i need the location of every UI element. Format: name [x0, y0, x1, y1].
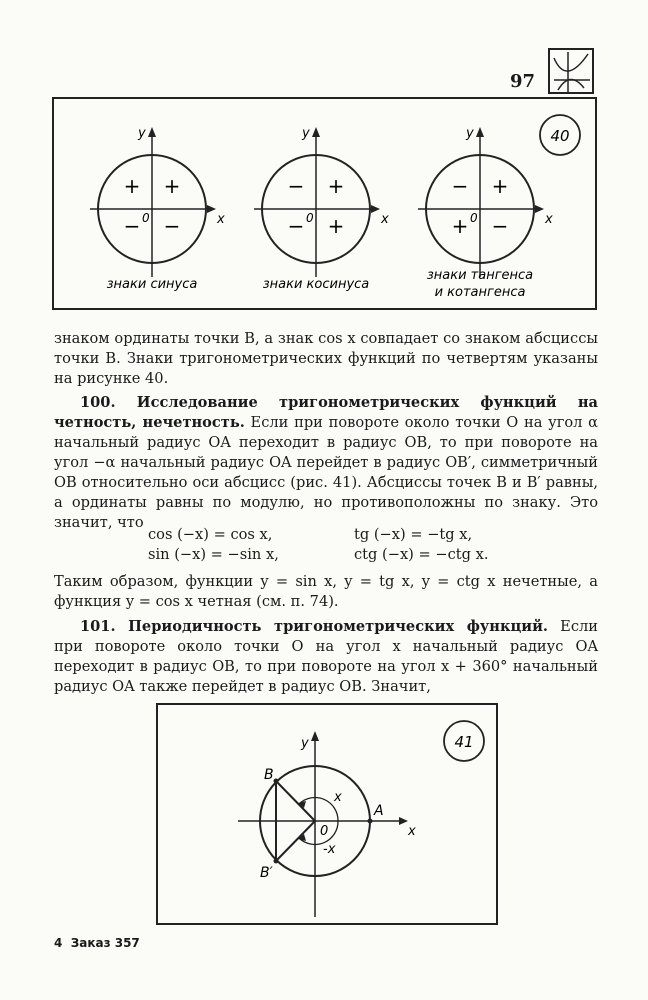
- origin-label: 0: [306, 211, 314, 225]
- quadrant-3-sign: +: [451, 214, 469, 238]
- text-paragraph-parity: [54, 572, 598, 612]
- figure-41: [156, 703, 498, 925]
- angle-negative-label: -x: [323, 842, 336, 857]
- quadrant-1-sign: +: [491, 174, 509, 198]
- figure-41-drawing: [158, 705, 496, 923]
- formulas: [148, 525, 548, 565]
- origin-label: 0: [320, 824, 329, 839]
- caption-tangent-line-1: знаки тангенса: [426, 268, 534, 283]
- figure-40-label: 40: [550, 127, 570, 145]
- quadrant-4-sign: −: [163, 214, 181, 238]
- sine-circle: [90, 126, 225, 292]
- figure-41-label: 41: [454, 733, 474, 751]
- y-axis-label: y: [301, 736, 309, 751]
- angle-positive-label: x: [334, 790, 342, 805]
- section-100-paragraph: [54, 393, 598, 533]
- quadrant-1-sign: +: [327, 174, 345, 198]
- tangent-circle: [418, 126, 553, 300]
- section-100-body: Если при повороте около точки O на угол α начальный радиус OA переходит в радиус OB, то при повороте на угол −α начальный радиус OA перейдет в радиус OB′, симметричный OB относительно оси абсцисс (рис. 41). Абсциссы точек B и B′ равны, а ординаты равны по модулю, но противоположны по знаку. Это значит, что: [54, 414, 598, 531]
- formula-tg: tg (−x) = −tg x,: [354, 526, 473, 543]
- text-paragraph-1: [54, 329, 598, 389]
- page-number: 97: [510, 71, 536, 92]
- section-100: [54, 393, 598, 533]
- formula-row-2: [148, 545, 548, 565]
- quadrant-4-sign: +: [327, 214, 345, 238]
- paragraph-parity: Таким образом, функции y = sin x, y = tg x, y = ctg x нечетные, а функция y = cos x четная (см. п. 74).: [54, 573, 598, 610]
- origin-label: 0: [470, 211, 478, 225]
- section-101-heading: 101. Периодичность тригонометрических функций.: [80, 618, 549, 635]
- point-a-label: A: [374, 803, 384, 819]
- point-b-prime-label: B′: [260, 865, 273, 881]
- quadrant-3-sign: −: [287, 214, 305, 238]
- quadrant-1-sign: +: [163, 174, 181, 198]
- caption-tangent-line-2: и котангенса: [434, 285, 526, 300]
- quadrant-3-sign: −: [123, 214, 141, 238]
- caption-sine: знаки синуса: [106, 277, 198, 292]
- section-101-body: Если при повороте около точки O на угол x начальный радиус OA переходит в радиус OB, то при повороте на угол x + 360° начальный радиус OA также перейдет в радиус OB. Значит,: [54, 618, 598, 695]
- quadrant-4-sign: −: [491, 214, 509, 238]
- quadrant-2-sign: −: [451, 174, 469, 198]
- paragraph-signs: знаком ординаты точки B, а знак cos x совпадает со знаком абсциссы точки B. Знаки тригонометрических функций по четвертям указаны на рисунке 40.: [54, 330, 598, 387]
- section-100-heading: 100. Исследование тригонометрических функций на четность, нечетность.: [54, 394, 598, 431]
- quadrant-2-sign: −: [287, 174, 305, 198]
- formula-row-1: [148, 525, 548, 545]
- point-b-label: B: [264, 767, 274, 783]
- figure-40: [52, 97, 597, 310]
- formula-ctg: ctg (−x) = −ctg x.: [354, 546, 489, 563]
- section-101: [54, 617, 598, 697]
- cosine-circle: [254, 126, 389, 292]
- figure-40-drawing: [54, 99, 595, 308]
- y-axis-label: y: [302, 126, 310, 141]
- x-axis-label: x: [217, 212, 225, 227]
- y-axis-label: y: [138, 126, 146, 141]
- section-101-paragraph: [54, 617, 598, 697]
- formula-cos: cos (−x) = cos x,: [148, 526, 273, 543]
- origin-label: 0: [142, 211, 150, 225]
- graph-thumbnail-icon: [548, 48, 594, 94]
- x-axis-label: x: [545, 212, 553, 227]
- formula-sin: sin (−x) = −sin x,: [148, 546, 279, 563]
- page-footer: 4 Заказ 357: [54, 936, 140, 950]
- y-axis-label: y: [466, 126, 474, 141]
- x-axis-label: x: [408, 824, 416, 839]
- caption-cosine: знаки косинуса: [262, 277, 370, 292]
- quadrant-2-sign: +: [123, 174, 141, 198]
- x-axis-label: x: [381, 212, 389, 227]
